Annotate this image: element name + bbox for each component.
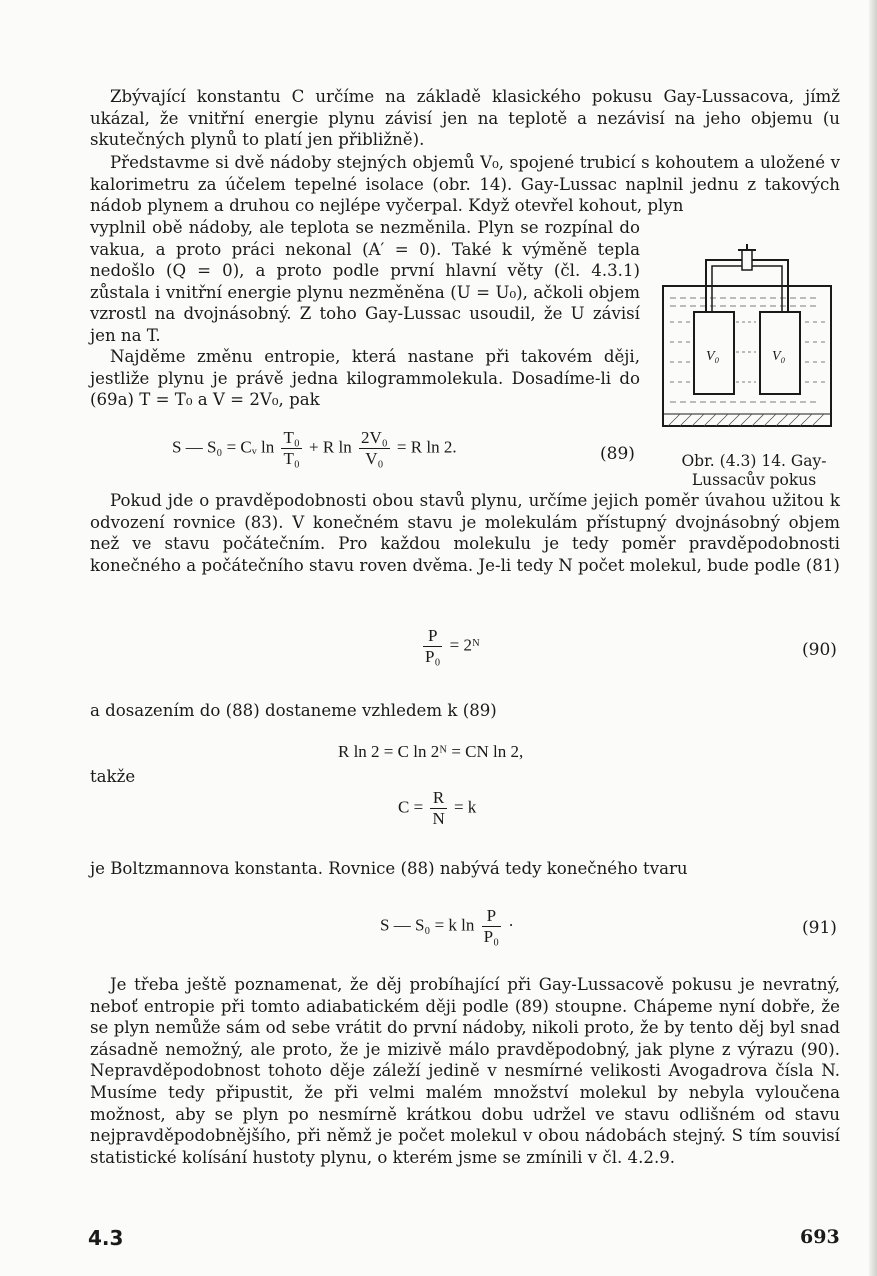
paragraph-5: a dosazením do (88) dostaneme vzhledem k (89): [90, 701, 497, 720]
paragraph-4: Pokud jde o pravděpodobnosti obou stavů plynu, určíme jejich poměr úvahou užitou k odvození rovnice (83). V konečném stavu je molekulám přístupný dvojnásobný objem než ve stavu počátečním. Pro každou molekulu je tedy poměr pravděpodobnosti konečného a počátečního stavu roven dvěma. Je-li tedy N počet molekul, bude podle (81): [90, 491, 840, 575]
equation-90: [420, 626, 480, 667]
vessel-left-label: V₀: [706, 349, 720, 364]
vessel-right-label: V₀: [772, 349, 786, 364]
section-number: 4.3: [88, 1226, 124, 1250]
eq90-num: P: [423, 626, 442, 647]
eq89-num2: 2V₀: [360, 428, 388, 447]
equation-91-number: (91): [802, 918, 837, 938]
eq89-den1: T₀: [283, 449, 300, 468]
equation-91: [380, 906, 514, 947]
equation-middle: R ln 2 = C ln 2ᴺ = CN ln 2,: [338, 742, 524, 761]
eq89-mid: + R ln: [309, 437, 352, 457]
eq90-rhs: = 2ᴺ: [449, 635, 480, 655]
eq89-rhs: = R ln 2.: [396, 437, 457, 457]
paragraph-6: takže: [90, 767, 136, 786]
equation-89-number: (89): [600, 444, 635, 464]
eq91-den: P₀: [483, 927, 500, 946]
paragraph-2a: Představme si dvě nádoby stejných objemů V₀, spojené trubicí s kohoutem a uložené v kalorimetru za účelem tepelné isolace (obr. 14). Gay-Lussac naplnil jednu z takových nádob plynem a druhou co nejlépe vyčerpal. Když otevřel kohout, plyn: [90, 153, 840, 216]
eqc-frac: [430, 788, 446, 829]
page-number: 693: [800, 1226, 840, 1248]
paragraph-7: je Boltzmannova konstanta. Rovnice (88) nabývá tedy konečného tvaru: [90, 859, 688, 878]
eqc-rhs: = k: [453, 797, 477, 817]
eqc-den: N: [432, 809, 445, 828]
paragraph-8: Je třeba ještě poznamenat, že děj probíhající při Gay-Lussacově pokusu je nevratný, neboť entropie při tomto adiabatickém ději podle (89) stoupne. Chápeme nyní dobře, že se plyn nemůže sám od sebe vrátit do první nádoby, nikoli proto, že by tento děj byl snad zásadně nemožný, ale proto, že je mizivě málo pravděpodobný, jak plyne z výrazu (90). Nepravděpodobnost tohoto děje záleží jedině v nesmírné velikosti Avogadrova čísla N. Musíme tedy připustit, že při velmi malém množství molekul by nebyla vyloučena možnost, aby se plyn po nesmírně krátkou dobu udržel ve stavu odlišném od stavu nejpravděpodobnějšího, při němž je počet molekul v obou nádobách stejný. S tím souvisí statistické kolísání hustoty plynu, o kterém jsme se zmínili v čl. 4.2.9.: [90, 975, 840, 1167]
eq89-num1: T₀: [283, 428, 300, 447]
equation-c: [398, 788, 476, 829]
paragraph-2b: vyplnil obě nádoby, ale teplota se nezměnila. Plyn se rozpínal do vakua, a proto práci nekonal (A′ = 0). Také k výměně tepla nedošlo (Q = 0), a proto podle první hlavní věty (čl. 4.3.1) zůstala i vnitřní energie plynu nezměněna (U = U₀), ačkoli objem vzrostl na dvojnásobný. Z toho Gay-Lussac usoudil, že U závisí jen na T.: [90, 218, 640, 345]
eq89-frac1: [281, 428, 301, 469]
eq91-frac: [482, 906, 501, 947]
equation-89: [172, 428, 457, 469]
eq91-num: P: [482, 906, 501, 927]
figure-caption: Obr. (4.3) 14. Gay-Lussacův pokus: [681, 452, 827, 489]
eq90-den: P₀: [425, 647, 441, 666]
eq91-rhs: ·: [508, 915, 514, 935]
eq89-den2: V₀: [365, 449, 384, 468]
eq89-frac2: [359, 428, 390, 469]
page-edge: [869, 0, 877, 1276]
paragraph-1: Zbývající konstantu C určíme na základě klasického pokusu Gay-Lussacova, jímž ukázal, že vnitřní energie plynu závisí jen na teplotě a nezávisí na jeho objemu (u skutečných plynů to platí jen přibližně).: [90, 87, 840, 150]
paragraph-3: Najděme změnu entropie, která nastane při takovém ději, jestliže plynu je právě jedna kilogrammolekula. Dosadíme-li do (69a) T = T₀ a V = 2V₀, pak: [90, 347, 640, 410]
eq89-lhs: S — S₀ = Cᵥ ln: [172, 437, 275, 457]
eq91-lhs: S — S₀ = k ln: [380, 915, 475, 935]
eq90-frac: [423, 626, 442, 667]
eqc-lhs: C =: [398, 797, 424, 817]
gay-lussac-apparatus-figure: [660, 242, 836, 430]
equation-90-number: (90): [802, 640, 837, 660]
eqc-num: R: [430, 788, 446, 809]
